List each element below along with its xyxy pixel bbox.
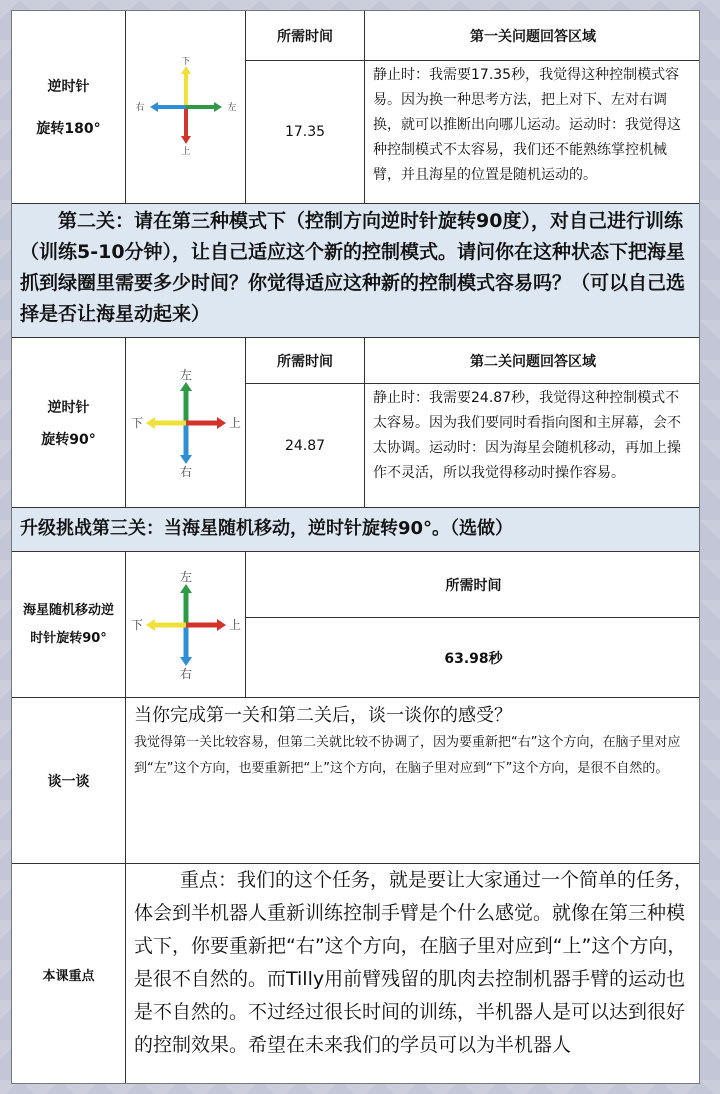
key-text	[126, 864, 700, 1084]
level2-diagram-cell	[126, 338, 246, 508]
level2-dir-top: 左	[179, 367, 192, 382]
level3-label-text: 海星随机移动逆时针旋转90°	[22, 602, 114, 646]
level2-direction-diagram	[128, 368, 244, 478]
level1-dir-left: 右	[134, 103, 145, 113]
level3-label	[12, 552, 126, 698]
level2-time-value: 24.87	[246, 384, 365, 508]
key-label: 本课重点	[12, 864, 126, 1084]
level3-prompt-text: 升级挑战第三关：当海星随机移动，逆时针旋转90°。（选做）	[20, 518, 514, 539]
key-text-content: 重点：我们的这个任务，就是要让大家通过一个简单的任务，体会到半机器人重新训练控制手臂是个什么感觉。就像在第三种模式下，你要重新把“右”这个方向，在脑子里对应到“上”这个方向，是很不自然的。而Tilly用前臂残留的肌肉去控制机器手臂的运动也是不自然的。不过经过很长时间的训练，半机器人是可以达到很好的控制效果。希望在未来我们的学员可以为半机器人	[134, 869, 694, 1056]
level2-dir-left: 下	[130, 415, 143, 430]
level1-label-line1: 逆时针	[47, 79, 90, 95]
worksheet-table	[11, 10, 700, 1084]
level2-answer-header: 第二关问题回答区域	[365, 338, 700, 384]
level1-answer: 静止时：我需要17.35秒，我觉得这种控制模式容易。因为换一种思考方法，把上对下、左对右调换，就可以推断出向哪儿运动。运动时：我觉得这种控制模式不太容易，我们还不能熟练掌控机械臂，并且海星的位置是随机运动的。	[365, 61, 700, 204]
level3-time-value: 63.98秒	[246, 618, 700, 698]
talk-question: 当你完成第一关和第二关后，谈一谈你的感受？	[134, 705, 512, 726]
level1-label-line2: 旋转180°	[36, 121, 101, 137]
level2-label-line1: 逆时针	[47, 399, 90, 416]
talk-label: 谈一谈	[12, 698, 126, 864]
level1-dir-bottom: 上	[180, 147, 191, 157]
level1-time-header: 所需时间	[246, 11, 365, 61]
level2-prompt-text: 第二关：请在第三种模式下（控制方向逆时针旋转90度），对自己进行训练（训练5-10分钟），让自己适应这个新的控制模式。请问你在这种状态下把海星抓到绿圈里需要多少时间？你觉得适应这种新的控制模式容易吗？（可以自己选择是否让海星动起来）	[20, 210, 686, 325]
talk-answer: 我觉得第一关比较容易，但第二关就比较不协调了，因为要重新把“右”这个方向，在脑子里对应到“左”这个方向，也要重新把“上”这个方向，在脑子里对应到“下”这个方向，是很不自然的。	[134, 735, 681, 776]
level3-dir-left: 下	[130, 617, 143, 632]
level1-dir-right: 左	[226, 103, 237, 113]
level2-dir-bottom: 右	[179, 464, 192, 478]
level2-label-line2: 旋转90°	[41, 431, 96, 448]
level3-dir-top: 左	[179, 569, 192, 584]
level1-dir-top: 下	[180, 57, 191, 67]
level3-dir-bottom: 右	[179, 666, 192, 680]
level3-dir-right: 上	[228, 617, 241, 632]
talk-cell	[126, 698, 700, 864]
level2-answer: 静止时：我需要24.87秒，我觉得这种控制模式不太容易。因为我们要同时看指向图和主屏幕，会不太协调。运动时：因为海星会随机移动，再加上操作不灵活，所以我觉得移动时操作容易。	[365, 384, 700, 508]
level2-dir-right: 上	[228, 415, 241, 430]
level1-diagram-cell	[126, 11, 246, 204]
level2-time-header: 所需时间	[246, 338, 365, 384]
level1-label	[12, 11, 126, 204]
level3-direction-diagram	[128, 570, 244, 680]
level3-prompt	[12, 508, 700, 552]
level1-time-value: 17.35	[246, 61, 365, 204]
level1-direction-diagram	[131, 57, 241, 157]
level1-answer-header: 第一关问题回答区域	[365, 11, 700, 61]
level2-prompt	[12, 204, 700, 338]
level3-time-header: 所需时间	[246, 552, 700, 618]
level3-diagram-cell	[126, 552, 246, 698]
level2-label	[12, 338, 126, 508]
